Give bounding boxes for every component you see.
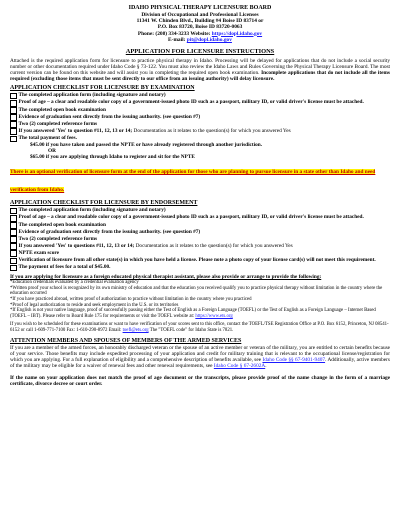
checklist-item — [10, 214, 390, 221]
checkbox[interactable] — [10, 208, 17, 215]
toefl-link[interactable]: https://www.ets.org — [195, 313, 233, 319]
foreign-line: *Proof of legal authorization to reside and seek employment in the U.S. or its territories — [10, 302, 179, 308]
page-title: APPLICATION FOR LICENSURE INSTRUCTIONS — [125, 48, 275, 56]
checklist-item — [10, 264, 390, 271]
foreign-heading: If you are applying for licensure as a foreign educated physical therapist assistant, please also provide or arrange to provide the following: — [10, 274, 322, 281]
idaho-code-link-1[interactable]: Idaho Code §§ 67-9401-9407 — [262, 356, 326, 363]
fee-or: OR — [48, 148, 56, 155]
checkbox[interactable] — [10, 265, 17, 272]
checkbox[interactable] — [10, 258, 17, 265]
checklist-item-bold: Proof of age – a clear and readable color copy of a government-issued photo ID such as a passport, military ID, or valid driver's license must be attached. — [18, 99, 364, 106]
checklist-item-bold: Evidence of graduation sent directly from the issuing authority. (see question #7) — [18, 113, 201, 120]
checklist-item-bold: Verification of licensure from all other state(s) in which you have held a license. Please note a photo copy of your license card(s) will not meet this requirement. — [18, 256, 376, 263]
military-paragraph — [10, 345, 390, 369]
po-box-address: P.O. Box 83720, Boise ID 83720-0063 — [157, 24, 243, 31]
endorse-checklist — [10, 207, 390, 271]
schedule-text: If you wish to be scheduled for these examinations or want to have verification of your scores sent to this office, contact the TOEFL/TSE Registration Office at P.O. Box 6152, Princeton, NJ 08541-6152 or call 1-609-771-7100 Fax: 1-610-290-8972 Email: — [10, 322, 389, 334]
phone-text: Phone: (208) 334-3233 Website: — [137, 30, 212, 37]
checklist-item — [10, 222, 390, 229]
checkbox[interactable] — [10, 236, 17, 243]
checklist-item-text — [19, 214, 364, 220]
checklist-item-bold: NPTE exam score — [18, 249, 60, 256]
checkbox[interactable] — [10, 222, 17, 229]
checklist-item-text — [19, 107, 106, 113]
military-mid: . Additionally, active members of the military may be eligible for a waiver of renewal fees and other renewal requirements, see — [10, 356, 390, 369]
checklist-item — [10, 243, 390, 250]
verification-highlight: There is an optional verification of licensure form at the end of the application for those who are planning to pursue licensure in a state other than Idaho and need verification from Idaho. — [10, 169, 376, 194]
checklist-item-text — [19, 207, 166, 213]
checklist-item-bold: The completed application form (including signature and notary) — [18, 207, 166, 214]
exam-checklist — [10, 92, 390, 142]
checklist-item-text — [19, 114, 201, 120]
endorse-checklist-heading: APPLICATION CHECKLIST FOR LICENSURE BY ENDORSEMENT — [10, 200, 198, 207]
website-link[interactable]: https://dopl.idaho.gov — [211, 30, 263, 37]
checkbox[interactable] — [10, 93, 17, 100]
foreign-line: *Written proof your school is recognized by its own ministry of education and that the education you received qualify you to practice physical therapy without limitation in the country where the education occurred — [10, 285, 383, 297]
checklist-item — [10, 257, 390, 264]
division-name: Division of Occupational and Professional Licenses — [141, 12, 259, 18]
checkbox[interactable] — [10, 107, 17, 114]
checklist-item — [10, 99, 390, 106]
checklist-item-bold: The completed application form (including signature and notary) — [18, 92, 166, 99]
schedule-tail: The "TOEFL code" for Idaho State is 7821. — [148, 328, 234, 334]
intro-normal: Attached is the required application form for licensure to practice physical therapy in Idaho. Processing will be delayed for applications that do not include a social security number or other documentation required under Idaho Code § 73-122. You must also review the Idaho Laws and Rules Governing the Physical Therapy Licensure Board. The most current version can be found on this website and will assist you in completing the required open book examination. — [10, 58, 390, 77]
intro-paragraph — [10, 58, 390, 82]
checklist-item-text — [19, 257, 376, 263]
checklist-item-text — [19, 135, 77, 141]
checklist-item-bold: Two (2) completed reference forms — [18, 120, 98, 127]
checkbox[interactable] — [10, 229, 17, 236]
checklist-item-text — [19, 229, 201, 235]
email-prefix: E-mail: — [168, 36, 187, 43]
checkbox[interactable] — [10, 243, 17, 250]
name-change-note: If the name on your application does not match the proof of age document or the transcripts, please provide proof of the name change in the form of a marriage certificate, divorce decree or court order. — [10, 374, 390, 388]
checkbox[interactable] — [10, 128, 17, 135]
checklist-item-bold: The completed open book examination — [18, 221, 106, 228]
checklist-item-text — [19, 236, 98, 242]
checklist-item-text — [19, 250, 60, 256]
foreign-line: *Education credentials evaluated by a credential evaluation agency — [10, 280, 139, 286]
street-address: 11341 W. Chinden Blvd., Building #4 Boise ID 83714 or — [136, 18, 264, 25]
checklist-item — [10, 229, 390, 236]
checklist-item-bold: The completed open book examination — [18, 106, 106, 113]
checklist-item — [10, 135, 390, 142]
checkbox[interactable] — [10, 100, 17, 107]
checklist-item-bold: Two (2) completed reference forms — [18, 235, 98, 242]
board-name: IDAHO PHYSICAL THERAPY LICENSURE BOARD — [128, 5, 272, 11]
toefl-schedule — [10, 322, 390, 333]
checklist-item-bold: Evidence of graduation sent directly from the issuing authority. (see question #7) — [18, 228, 201, 235]
checkbox[interactable] — [10, 215, 17, 222]
checklist-item — [10, 92, 390, 99]
checklist-item-text — [19, 99, 364, 105]
checklist-item-text — [19, 243, 293, 249]
intro-bold: Incomplete applications that do not include all the items required (excluding those items that must be sent directly to our office from an issuing authority) will delay licensure. — [10, 70, 390, 83]
checklist-item — [10, 250, 390, 257]
checklist-item-bold: If you answered 'Yes' to question #11, 12, 13 or 14; — [18, 127, 133, 134]
checklist-item — [10, 107, 390, 114]
checklist-item — [10, 114, 390, 121]
toefl-text: *If English is not your native language, proof of successfully passing either the Test of English as a Foreign Language (TOEFL) or the Test of English as a Foreign Language – Internet Based (TOEFL – IBT). Please refer to Board Rule 175 for requirements or visit the TOEFL website at: — [10, 308, 376, 319]
checkbox[interactable] — [10, 136, 17, 143]
checklist-item-bold: The payment of fees for a total of $45.00. — [18, 264, 111, 271]
checklist-item — [10, 128, 390, 135]
email-line — [10, 37, 390, 43]
exam-checklist-heading: APPLICATION CHECKLIST FOR LICENSURE BY EXAMINATION — [10, 85, 195, 92]
checkbox[interactable] — [10, 114, 17, 121]
fee-option-2: $65.00 if you are applying through Idaho to register and sit for the NPTE — [30, 154, 195, 161]
verification-notice — [10, 160, 390, 196]
checklist-item-text — [19, 222, 106, 228]
foreign-line — [10, 308, 390, 319]
military-heading: ATTENTION MEMBERS AND SPOUSES OF MEMBERS OF THE ARMED SERVICES — [10, 337, 242, 344]
letterhead — [10, 5, 390, 43]
checkbox[interactable] — [10, 121, 17, 128]
military-text: If you are a member of the armed forces, an honorably discharged veteran or the spouse of an active member or veteran of the military, you are entitled to certain benefits because of your service. Those benefits may include expedited processing of your application and credit for military training that is relevant to the occupational license/registration for which you are applying. For a full explanation of eligibility and a comprehensive description of benefits available, see — [10, 344, 390, 363]
checklist-item-text — [19, 264, 111, 270]
foreign-requirements — [10, 280, 390, 333]
checklist-item-bold: The total payment of fees. — [18, 134, 77, 141]
checklist-item — [10, 236, 390, 243]
toefl-email-link[interactable]: toefl@ets.org — [122, 328, 149, 334]
fee-option-1: $45.00 if you have taken and passed the NPTE or have already registered through another jurisdiction. — [30, 142, 263, 149]
email-link[interactable]: pit@dopl.idaho.gov — [186, 36, 232, 43]
checklist-item — [10, 121, 390, 128]
checklist-item-text — [19, 92, 166, 98]
checklist-item-bold: Proof of age – a clear and readable color copy of a government-issued photo ID such as a passport, military ID, or valid driver's license must be attached. — [18, 214, 364, 221]
military-end: . — [265, 362, 267, 369]
checklist-item-bold: If you answered 'Yes' to questions #11, 12, 13 or 14; — [18, 242, 135, 249]
checklist-item-normal: Documentation as it relates to the question(s) for which you answered Yes — [134, 242, 293, 249]
checkbox[interactable] — [10, 250, 17, 257]
checklist-item-text — [19, 128, 291, 134]
checklist-item-normal: Documentation as it relates to the question(s) for which you answered Yes — [132, 127, 291, 134]
document-page — [10, 0, 390, 387]
idaho-code-link-2[interactable]: Idaho Code § 67-2602A — [213, 362, 266, 369]
checklist-item-text — [19, 121, 98, 127]
foreign-line: *If you have practiced abroad, written proof of authorization to practice without limitation in the country where you practiced — [10, 297, 252, 303]
checklist-item — [10, 207, 390, 214]
